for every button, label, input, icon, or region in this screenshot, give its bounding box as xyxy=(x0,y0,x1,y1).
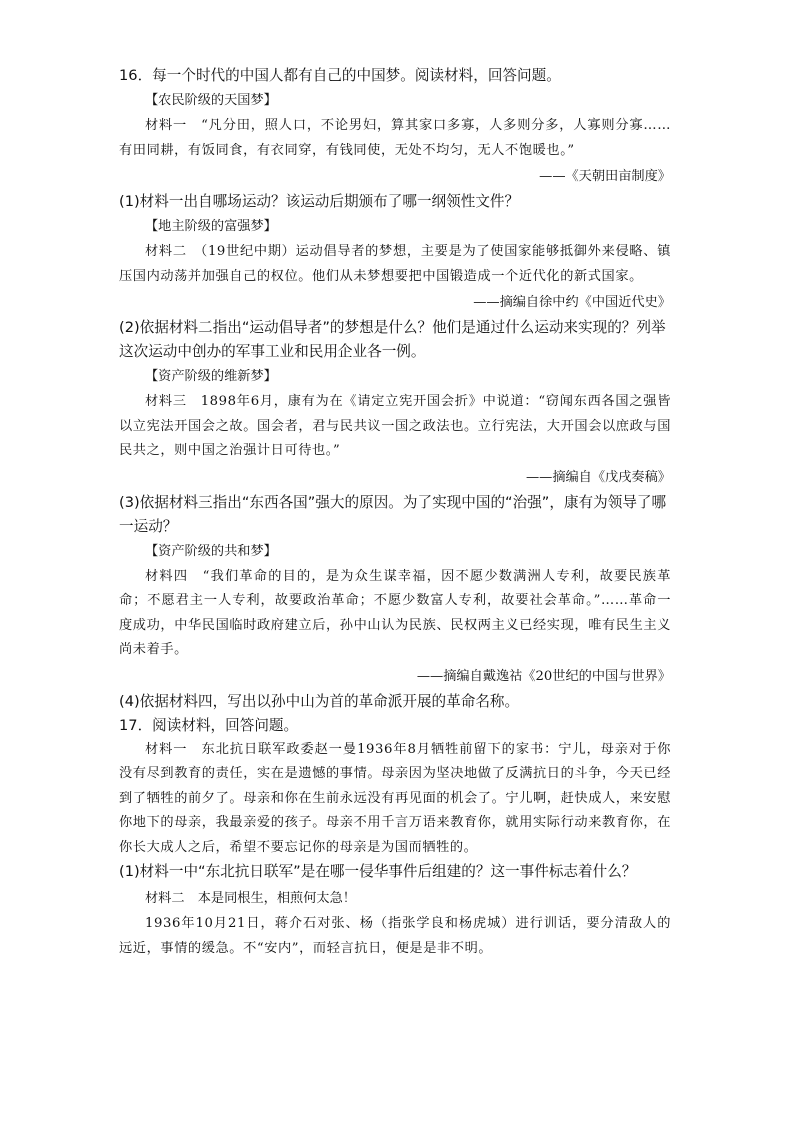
material-1-source: ——《天朝田亩制度》 xyxy=(539,169,671,184)
material-4-source: ——摘编自戴逸祜《20世纪的中国与世界》 xyxy=(416,668,671,684)
q17-material-1: 材料一 东北抗日联军政委赵一曼1936年8月牺牲前留下的家书：宁儿，母亲对于你没有尽到教育的责任，实在是遗憾的事情。母亲因为坚决地做了反满抗日的斗争，今天已经到了牺牲的前夕了。母亲和你在生前永远没有再见面的机会了。宁儿啊，赶快成人，来安慰你地下的母亲，我最亲爱的孩子。母亲不用千言万语来教育你，就用实际行动来教育你，在你长大成人之后，希望不要忘记你的母亲是为国而牺牲的。 xyxy=(119,741,671,855)
material-1: 材料一 “凡分田，照人口，不论男妇，算其家口多寡，人多则分多，人寡则分寡……有田同耕，有饭同食，有衣同穿，有钱同使，无处不均匀，无人不饱暖也。” xyxy=(119,118,671,158)
question-16-3: (3)依据材料三指出“东西各国”强大的原因。为了实现中国的“治强”，康有为领导了哪一运动？ xyxy=(119,493,667,535)
material-4: 材料四 “我们革命的目的，是为众生谋幸福，因不愿少数满洲人专利，故要民族革命；不愿君主一人专利，故要政治革命；不愿少数富人专利，故要社会革命。”……革命一度成功，中华民国临时政府建立后，孙中山认为民族、民权两主义已经实现，唯有民生主义尚未着手。 xyxy=(119,568,671,657)
question-17-title: 17．阅读材料，回答问题。 xyxy=(119,716,299,734)
document-content xyxy=(119,64,671,961)
question-16-title: 16．每一个时代的中国人都有自己的中国梦。阅读材料，回答问题。 xyxy=(119,67,561,84)
question-17-1: (1)材料一中“东北抗日联军”是在哪一侵华事件后组建的？这一事件标志着什么？ xyxy=(119,863,637,880)
material-3-source: ——摘编自《戊戌奏稿》 xyxy=(525,469,671,485)
question-16-4: (4)依据材料四，写出以孙中山为首的革命派开展的革命名称。 xyxy=(119,692,520,710)
section-heading-peasant: 【农民阶级的天国梦】 xyxy=(145,93,277,108)
question-16-2: (2)依据材料二指出“运动倡导者”的梦想是什么？他们是通过什么运动来实现的？列举这次运动中创办的军事工业和民用企业各一例。 xyxy=(119,319,666,360)
question-16-1: (1)材料一出自哪场运动？该运动后期颁布了哪一纲领性文件？ xyxy=(119,193,520,210)
section-heading-republic: 【资产阶级的共和梦】 xyxy=(145,543,277,559)
section-heading-reform: 【资产阶级的维新梦】 xyxy=(145,369,277,384)
material-3: 材料三 1898年6月，康有为在《请定立宪开国会折》中说道：“窃闻东西各国之强皆以立宪法开国会之故。国会者，君与民共议一国之政法也。立行宪法，大开国会以庶政与国民共之，则中国之治强计日可待也。” xyxy=(119,394,671,458)
material-2: 材料二 （19世纪中期）运动倡导者的梦想，主要是为了使国家能够抵御外来侵略、镇压国内动荡并加强自己的权位。他们从未梦想要把中国锻造成一个近代化的新式国家。 xyxy=(119,244,671,284)
material-2-source: ——摘编自徐中约《中国近代史》 xyxy=(473,295,671,310)
q17-material-2-title: 材料二 本是同根生，相煎何太急！ xyxy=(145,891,356,906)
section-heading-landlord: 【地主阶级的富强梦】 xyxy=(145,219,277,234)
q17-material-2: 1936年10月21日，蒋介石对张、杨（指张学良和杨虎城）进行训话，要分清敌人的远近，事情的缓急。不“安内”，而轻言抗日，便是是非不明。 xyxy=(119,916,671,956)
